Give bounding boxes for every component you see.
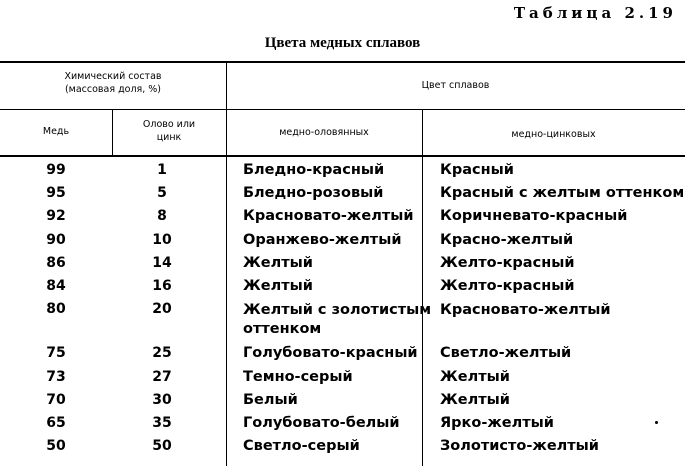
- cell-copper: 75: [46, 345, 66, 361]
- scan-speck: [655, 421, 658, 424]
- column-divider-composition: [226, 61, 227, 466]
- header-tin-zinc-line2: цинк: [156, 132, 182, 143]
- header-color: Цвет сплавов: [421, 80, 490, 91]
- cell-copper-zinc: Коричневато-красный: [440, 208, 628, 224]
- cell-copper-tin: Оранжево-желтый: [243, 232, 402, 248]
- cell-copper-zinc: Ярко-желтый: [440, 415, 554, 431]
- cell-copper-tin: Темно-серый: [243, 369, 353, 385]
- cell-copper-zinc: Желто-красный: [440, 278, 575, 294]
- cell-copper: 95: [46, 185, 66, 201]
- cell-copper-zinc: Желто-красный: [440, 255, 575, 271]
- cell-copper: 65: [46, 415, 66, 431]
- cell-tin-zinc: 14: [152, 255, 172, 271]
- cell-copper-tin: Желтый: [243, 255, 313, 271]
- cell-copper-zinc: Светло-желтый: [440, 345, 572, 361]
- cell-copper: 99: [46, 162, 66, 178]
- header-composition-line2: (массовая доля, %): [64, 84, 162, 95]
- header-tin-zinc-line1: Олово или: [142, 119, 196, 130]
- cell-copper-tin: Желтый с золотистым оттенком: [243, 302, 432, 337]
- cell-copper-zinc: Красный: [440, 162, 514, 178]
- cell-copper: 84: [46, 278, 66, 294]
- cell-copper-tin: Голубовато-красный: [243, 345, 418, 361]
- cell-copper-zinc: Красный с желтым оттенком: [440, 185, 685, 201]
- cell-tin-zinc: 30: [152, 392, 172, 408]
- cell-tin-zinc: 25: [152, 345, 172, 361]
- header-copper: Медь: [42, 126, 70, 137]
- header-composition: [0, 70, 226, 96]
- cell-tin-zinc: 16: [152, 278, 172, 294]
- cell-copper-zinc: Красно-желтый: [440, 232, 574, 248]
- header-tin-zinc: [112, 118, 226, 144]
- column-divider-colors: [422, 109, 423, 466]
- cell-copper-tin: Красновато-желтый: [243, 208, 414, 224]
- cell-tin-zinc: 5: [157, 185, 167, 201]
- cell-copper-zinc: Красновато-желтый: [440, 302, 611, 318]
- cell-copper-zinc: Золотисто-желтый: [440, 438, 599, 454]
- table-number: Таблица 2.19: [513, 4, 677, 22]
- cell-copper: 86: [46, 255, 66, 271]
- cell-copper-tin: Бледно-красный: [243, 162, 385, 178]
- cell-copper-tin: Светло-серый: [243, 438, 360, 454]
- header-composition-line1: Химический состав: [64, 71, 162, 82]
- cell-tin-zinc: 27: [152, 369, 172, 385]
- cell-tin-zinc: 50: [152, 438, 172, 454]
- header-divider-mid: [0, 109, 685, 110]
- header-copper-zinc: медно-цинковых: [511, 129, 596, 140]
- header-copper-tin: медно-оловянных: [279, 127, 369, 138]
- table-top-border: [0, 61, 685, 63]
- cell-copper-zinc: Желтый: [440, 392, 510, 408]
- cell-copper: 70: [46, 392, 66, 408]
- cell-tin-zinc: 10: [152, 232, 172, 248]
- cell-tin-zinc: 35: [152, 415, 172, 431]
- table-title: Цвета медных сплавов: [264, 35, 421, 51]
- cell-copper-tin: Бледно-розовый: [243, 185, 384, 201]
- cell-tin-zinc: 1: [157, 162, 167, 178]
- cell-copper: 80: [46, 301, 66, 317]
- cell-tin-zinc: 8: [157, 208, 167, 224]
- cell-copper-tin: Голубовато-белый: [243, 415, 400, 431]
- cell-copper: 92: [46, 208, 66, 224]
- cell-copper-tin: Желтый: [243, 278, 313, 294]
- header-divider-bottom: [0, 155, 685, 157]
- cell-copper: 90: [46, 232, 66, 248]
- cell-copper: 73: [46, 369, 66, 385]
- cell-copper-tin: Белый: [243, 392, 298, 408]
- cell-copper: 50: [46, 438, 66, 454]
- cell-tin-zinc: 20: [152, 301, 172, 317]
- cell-copper-zinc: Желтый: [440, 369, 510, 385]
